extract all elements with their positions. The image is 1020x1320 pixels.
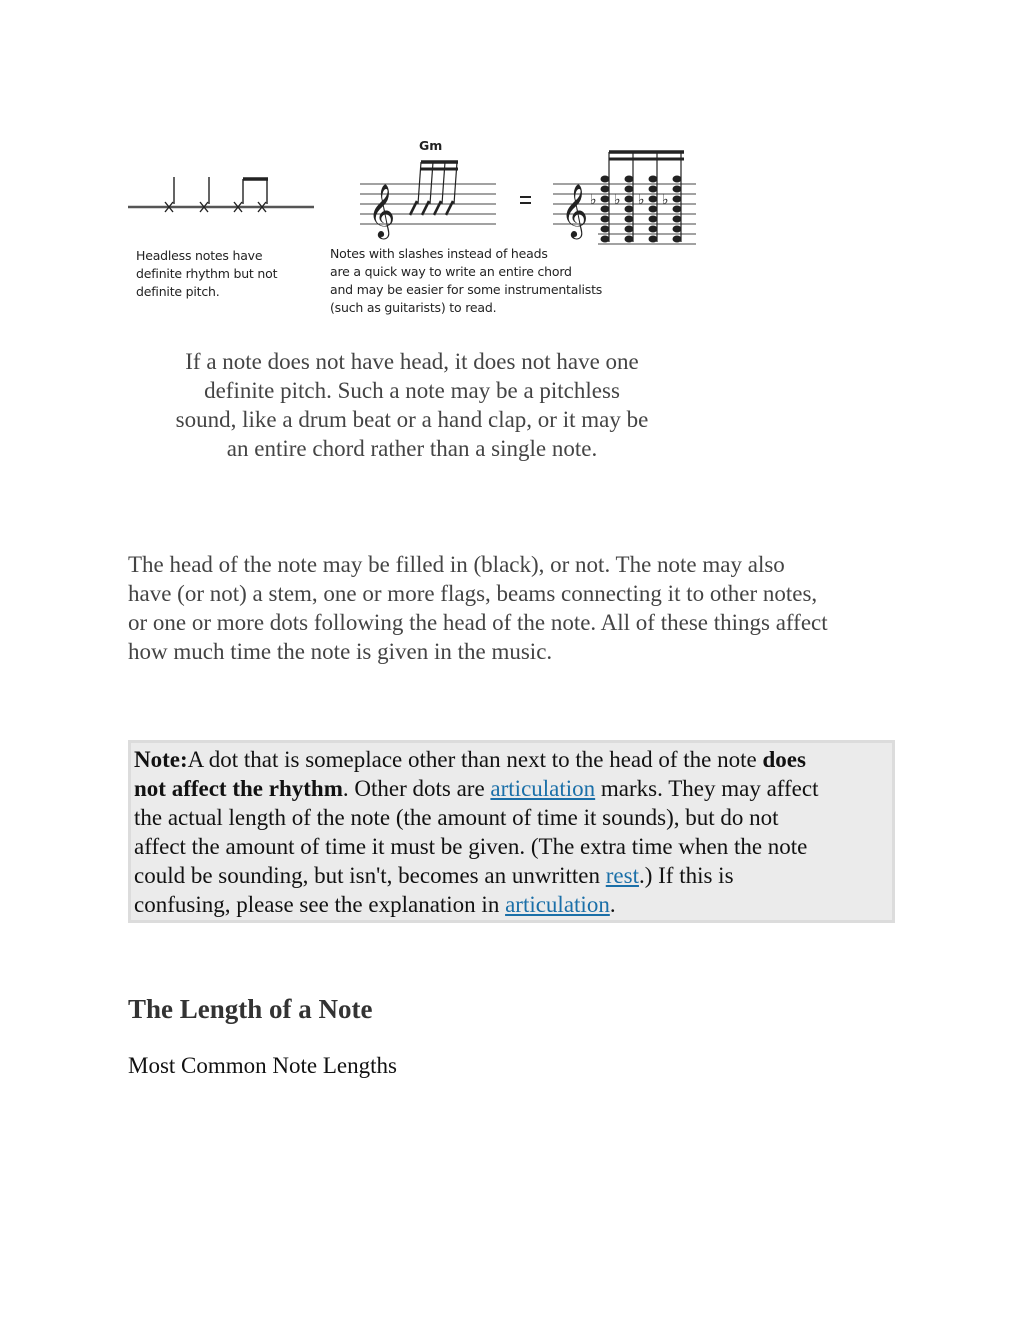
svg-text:𝄞: 𝄞: [561, 183, 589, 237]
subheading: Most Common Note Lengths: [128, 1053, 397, 1078]
chord-notes-staff: [553, 152, 696, 244]
rest-link[interactable]: rest: [605, 863, 639, 888]
svg-text:♭: ♭: [662, 192, 669, 208]
svg-text:♭: ♭: [638, 192, 645, 208]
articulation-link[interactable]: articulation: [490, 776, 596, 801]
headless-notes-caption: Headless notes have definite rhythm but not definite pitch.: [136, 248, 278, 299]
svg-text:♭: ♭: [614, 192, 621, 208]
slash-notes-staff: [360, 162, 496, 239]
note-callout: Note:A dot that is someplace other than next to the head of the note does not affect the rhythm. Other dots are articulation marks. They may affect the actual length of the note (the amount of time it sounds), but do not affect the amount of time it must be given. (The extra time when the note could be sounding, but isn't, becomes an unwritten rest.) If this is confusing, please see the explanation in articulation.: [128, 740, 895, 923]
svg-text:𝄞: 𝄞: [368, 183, 396, 237]
articulation-link-2[interactable]: articulation: [505, 892, 610, 917]
chord-label: Gm: [419, 138, 443, 153]
body-paragraph: The head of the note may be filled in (black), or not. The note may also have (or not) a stem, one or more flags, beams connecting it to other notes, or one or more dots following the head of the note. All of these things affect how much time the note is given in the music.: [128, 552, 828, 664]
svg-text:♭: ♭: [590, 192, 597, 208]
figure-caption: If a note does not have head, it does not have one definite pitch. Such a note may be a pitchless sound, like a drum beat or a hand clap, or it may be an entire chord rather than a single note.: [175, 349, 649, 461]
section-heading: The Length of a Note: [128, 994, 373, 1024]
notation-figure: [128, 132, 708, 322]
headless-notes-example: [128, 177, 314, 212]
note-label: Note:: [134, 747, 188, 772]
slash-notes-caption: Notes with slashes instead of heads are a quick way to write an entire chord and may be easier for some instrumentalists (such as guitarists) to read.: [330, 246, 603, 315]
equals-glyph: [520, 197, 531, 203]
